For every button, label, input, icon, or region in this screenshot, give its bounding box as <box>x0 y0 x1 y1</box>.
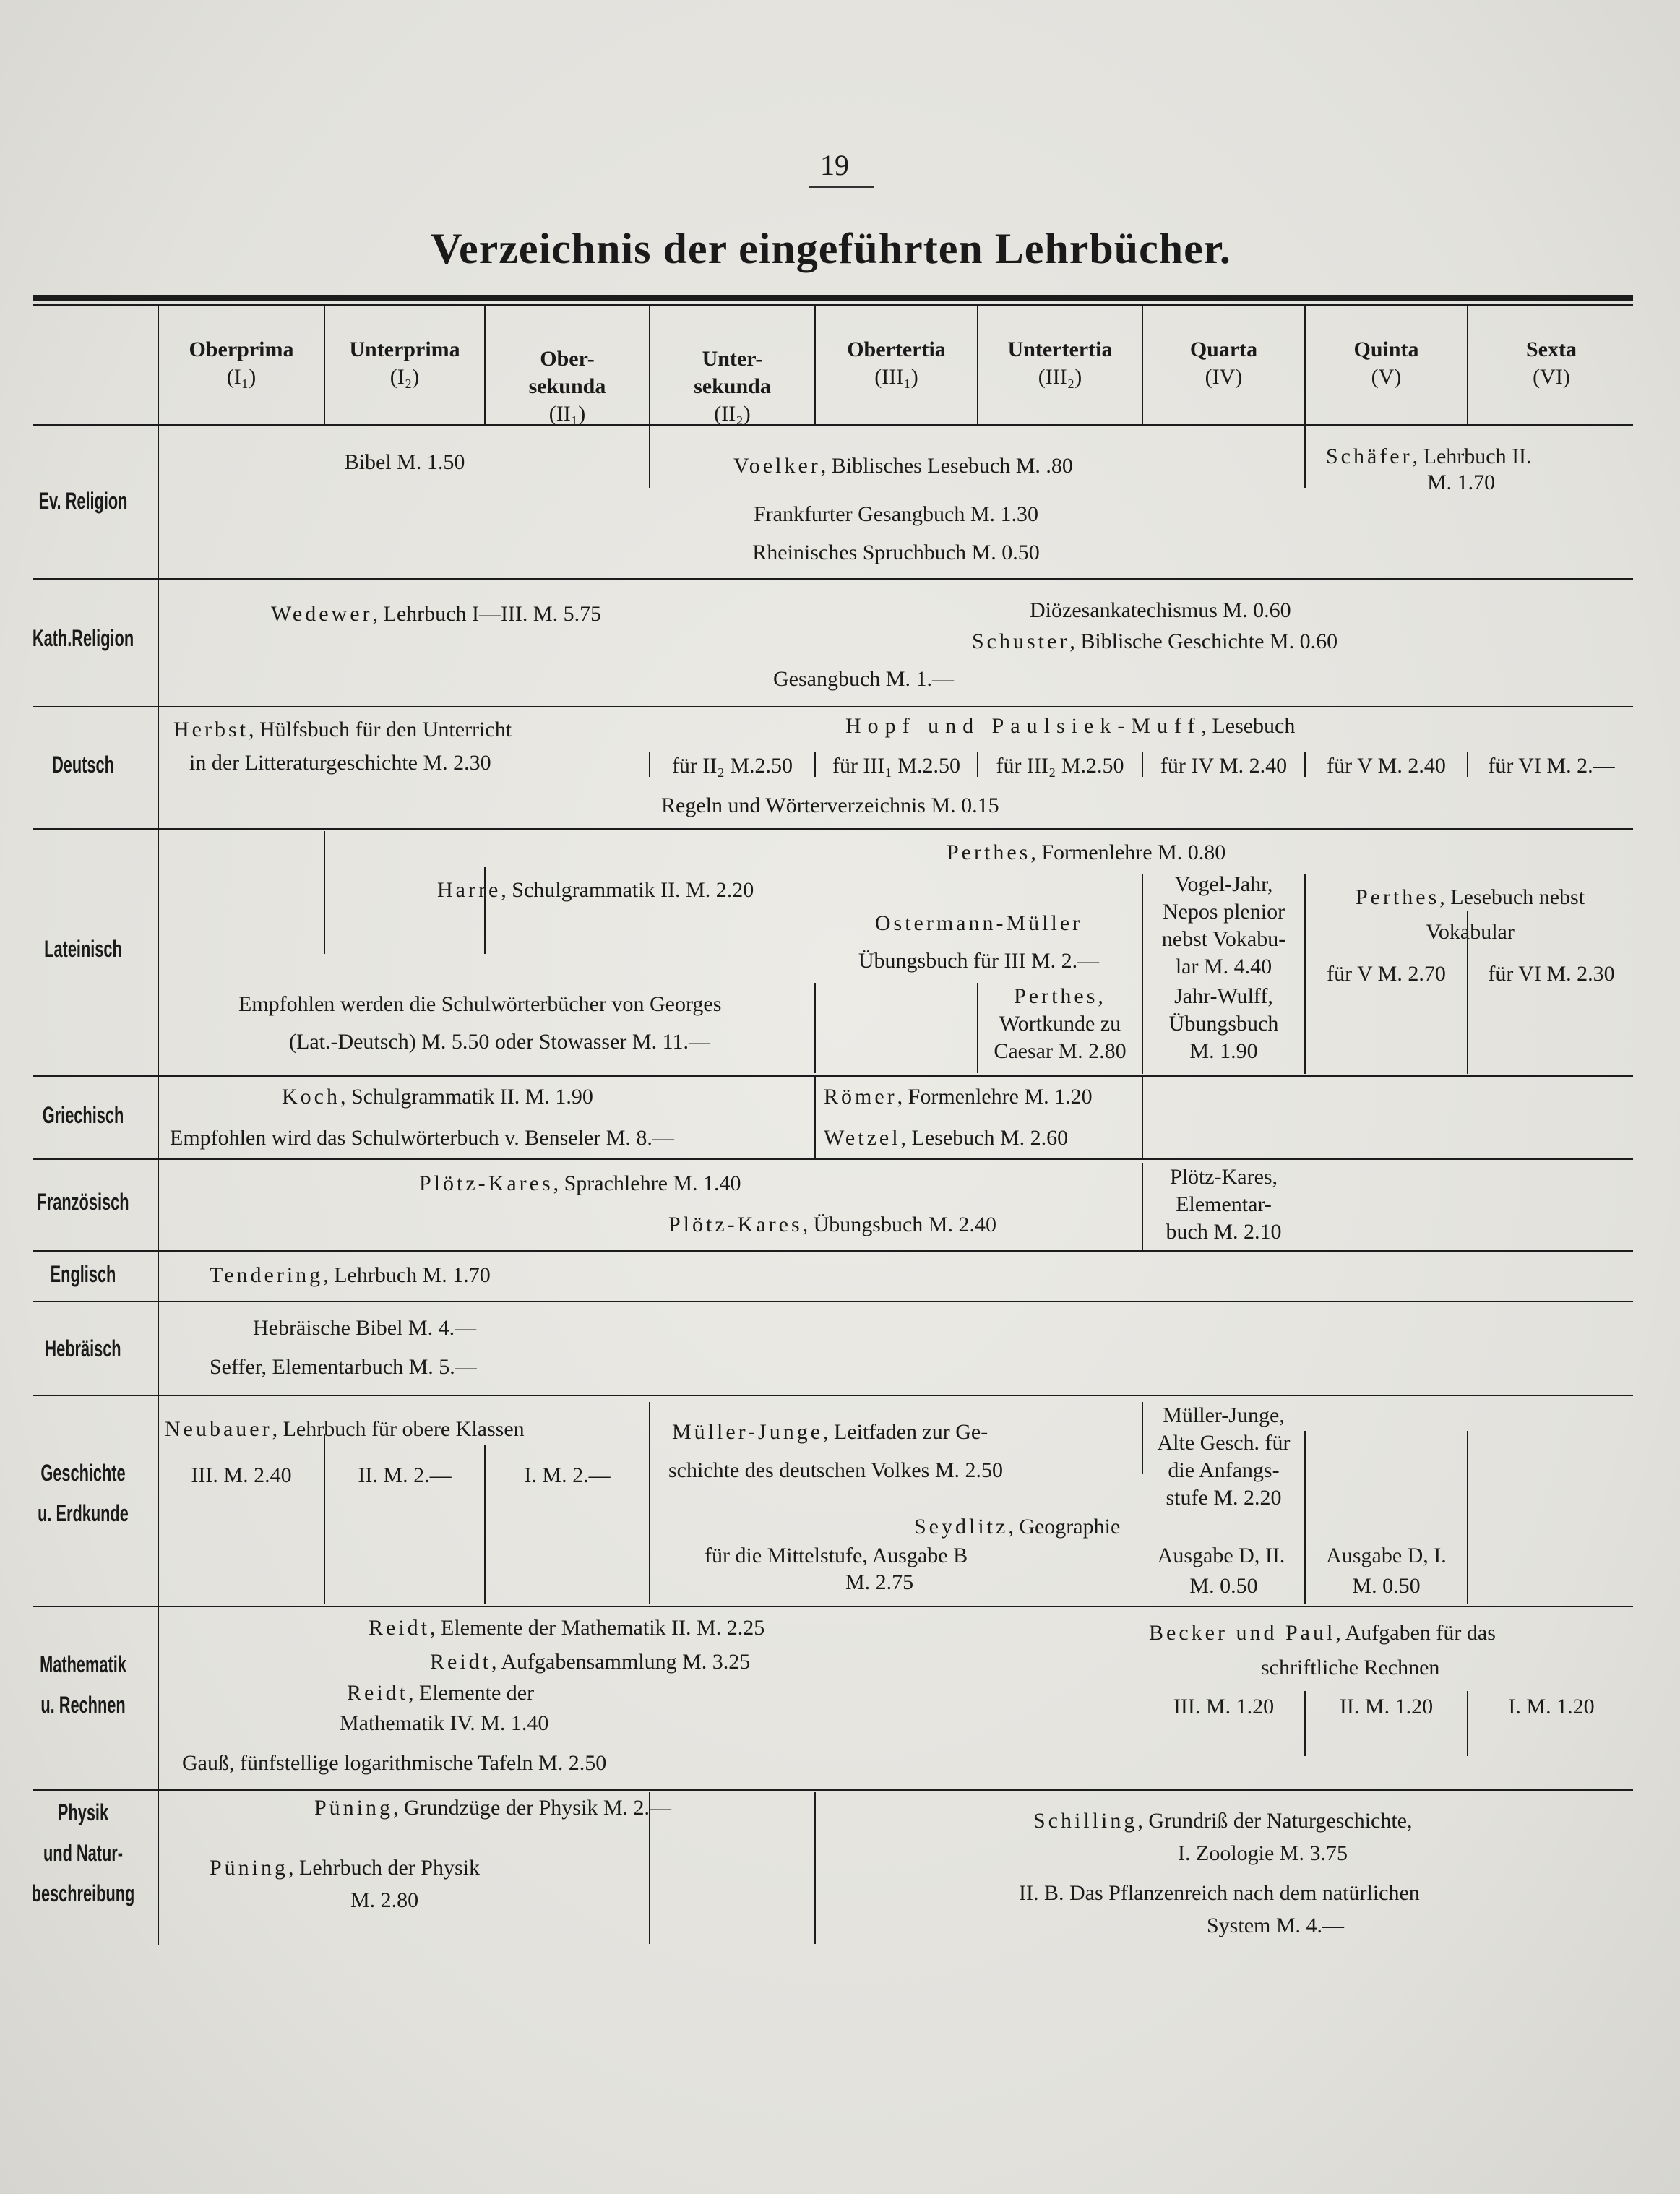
math-price-v: II. M. 1.20 <box>1339 1695 1434 1718</box>
row-rule-engl <box>33 1301 1633 1302</box>
deutsch-hopf: Hopf und Paulsiek-Muff, Lesebuch <box>845 714 1296 738</box>
phys-zoologie: I. Zoologie M. 3.75 <box>1178 1841 1348 1865</box>
deutsch-regeln: Regeln und Wörterverzeichnis M. 0.15 <box>661 793 999 817</box>
gesch-mittelstufe-price: M. 2.75 <box>845 1570 914 1594</box>
gesch-mueller-junge: Müller-Junge, Leitfaden zur Ge- <box>672 1420 988 1444</box>
math-gauss: Gauß, fünfstellige logarithmische Tafeln M. 2.50 <box>182 1751 607 1775</box>
math-price-vi: I. M. 1.20 <box>1508 1695 1595 1718</box>
col-header-quinta: Quinta (V) <box>1353 337 1419 389</box>
math-becker-paul-2: schriftliche Rechnen <box>1261 1656 1440 1679</box>
math-reidt-elemente-iv: Reidt, Elemente der <box>347 1681 535 1705</box>
latein-perthes-lesebuch-2: Vokabular <box>1426 920 1515 944</box>
gesch-price-i1: III. M. 2.40 <box>191 1463 292 1487</box>
math-price-iv: III. M. 1.20 <box>1173 1695 1275 1718</box>
kath-gesangbuch: Gesangbuch M. 1.— <box>773 667 954 691</box>
phys-puening-lehrbuch-price: M. 2.80 <box>350 1888 419 1912</box>
griech-wetzel: Wetzel, Lesebuch M. 2.60 <box>824 1126 1069 1150</box>
page-number: 19 <box>820 149 849 181</box>
latein-jahr-wulff: Jahr-Wulff, Übungsbuch M. 1.90 <box>1168 984 1279 1063</box>
row-rule-latein <box>33 1075 1633 1077</box>
deutsch-price-vi: für VI M. 2.— <box>1488 754 1615 778</box>
subject-griechisch: Griechisch <box>42 1102 124 1128</box>
latein-quinta-price: für V M. 2.70 <box>1327 962 1446 986</box>
subject-englisch: Englisch <box>50 1261 116 1287</box>
table-top-rule-2 <box>33 304 1633 306</box>
deutsch-price-ii2: für II₂ M.2.50 <box>671 754 793 778</box>
latein-wortkunde: Perthes, Wortkunde zu Caesar M. 2.80 <box>994 984 1127 1063</box>
latein-perthes-lesebuch: Perthes, Lesebuch nebst <box>1355 885 1585 909</box>
subject-ev-religion: Ev. Religion <box>38 488 128 514</box>
gesch-ausgabe-d2-price: M. 0.50 <box>1189 1574 1258 1598</box>
phys-schilling: Schilling, Grundriß der Naturgeschichte, <box>1033 1809 1413 1833</box>
gesch-mueller-junge-2: schichte des deutschen Volkes M. 2.50 <box>668 1458 1003 1482</box>
deutsch-price-v: für V M. 2.40 <box>1327 754 1446 778</box>
griech-roemer: Römer, Formenlehre M. 1.20 <box>824 1085 1093 1109</box>
subject-geschichte: Geschichte u. Erdkunde <box>38 1460 129 1526</box>
gesch-price-i2: II. M. 2.— <box>358 1463 452 1487</box>
subject-physik: Physik und Natur- beschreibung <box>31 1799 135 1906</box>
subject-mathematik: Mathematik u. Rechnen <box>40 1651 126 1718</box>
ev-schaefer: Schäfer, Lehrbuch II. <box>1326 444 1532 468</box>
col-header-obertertia: Obertertia (III₁) <box>847 337 946 389</box>
row-rule-franz <box>33 1250 1633 1252</box>
col-header-obersekunda: Ober- sekunda (II₁) <box>528 347 606 426</box>
franz-sprachlehre: Plötz-Kares, Sprachlehre M. 1.40 <box>419 1171 741 1195</box>
phys-system: System M. 4.— <box>1207 1914 1345 1937</box>
gesch-price-ii1: I. M. 2.— <box>524 1463 611 1487</box>
col-header-untertertia: Untertertia (III₂) <box>1007 337 1113 389</box>
gesch-alte-geschichte: Müller-Junge, Alte Gesch. für die Anfangs- stufe M. 2.20 <box>1157 1403 1291 1510</box>
kath-wedewer: Wedewer, Lehrbuch I—III. M. 5.75 <box>271 602 602 626</box>
row-rule-math <box>33 1789 1633 1791</box>
griech-koch: Koch, Schulgrammatik II. M. 1.90 <box>282 1085 593 1109</box>
latein-ostermann: Ostermann-Müller <box>874 911 1083 935</box>
subject-hebraeisch: Hebräisch <box>45 1335 121 1361</box>
math-becker-paul: Becker und Paul, Aufgaben für das <box>1149 1621 1496 1645</box>
gesch-ausgabe-d1: Ausgabe D, I. <box>1326 1544 1447 1567</box>
franz-elementarbuch: Plötz-Kares, Elementar- buch M. 2.10 <box>1166 1165 1282 1244</box>
ev-spruchbuch: Rheinisches Spruchbuch M. 0.50 <box>752 541 1040 564</box>
subject-franzoesisch: Französisch <box>37 1189 129 1215</box>
hebr-seffer: Seffer, Elementarbuch M. 5.— <box>210 1355 477 1379</box>
latein-empfohlen: Empfohlen werden die Schulwörterbücher von Georges <box>238 992 722 1016</box>
col-header-quarta: Quarta (IV) <box>1189 337 1258 389</box>
page-title: Verzeichnis der eingeführten Lehrbücher. <box>431 225 1231 272</box>
math-reidt-aufgaben: Reidt, Aufgabensammlung M. 3.25 <box>430 1650 751 1674</box>
latein-perthes: Perthes, Formenlehre M. 0.80 <box>947 840 1226 864</box>
latein-ostermann-2: Übungsbuch für III M. 2.— <box>858 949 1100 973</box>
gesch-ausgabe-d1-price: M. 0.50 <box>1352 1574 1421 1598</box>
gesch-ausgabe-d2: Ausgabe D, II. <box>1157 1544 1285 1567</box>
col-header-sexta: Sexta (VI) <box>1526 337 1577 389</box>
row-rule-gesch <box>33 1606 1633 1607</box>
subject-lateinisch: Lateinisch <box>44 936 122 962</box>
phys-puening-grundzuege: Püning, Grundzüge der Physik M. 2.— <box>314 1796 671 1820</box>
deutsch-herbst-2: in der Litteraturgeschichte M. 2.30 <box>189 751 491 775</box>
latein-vogel: Vogel-Jahr, Nepos plenior nebst Vokabu- lar M. 4.40 <box>1161 872 1286 978</box>
row-rule-kath <box>33 706 1633 707</box>
header-bottom-rule <box>33 424 1633 426</box>
ev-gesangbuch: Frankfurter Gesangbuch M. 1.30 <box>753 502 1039 526</box>
franz-uebungsbuch: Plötz-Kares, Übungsbuch M. 2.40 <box>668 1213 996 1236</box>
col-header-unterprima: Unterprima (I₂) <box>349 337 460 389</box>
subject-kath-religion: Kath.Religion <box>32 625 134 651</box>
math-reidt-elemente-iv-2: Mathematik IV. M. 1.40 <box>340 1711 549 1735</box>
deutsch-price-iii1: für III₁ M.2.50 <box>832 754 961 778</box>
gesch-seydlitz: Seydlitz, Geographie <box>914 1515 1121 1539</box>
kath-katechismus: Diözesankatechismus M. 0.60 <box>1030 598 1291 622</box>
row-rule-hebr <box>33 1395 1633 1396</box>
col-header-oberprima: Oberprima (I₁) <box>189 337 294 389</box>
ev-voelker: Voelker, Biblisches Lesebuch M. .80 <box>733 454 1073 478</box>
table-top-rule <box>33 295 1633 301</box>
hebr-bibel: Hebräische Bibel M. 4.— <box>253 1316 477 1340</box>
latein-sexta-price: für VI M. 2.30 <box>1488 962 1615 986</box>
deutsch-herbst: Herbst, Hülfsbuch für den Unterricht <box>173 718 512 741</box>
row-rule-griech <box>33 1158 1633 1160</box>
gesch-neubauer: Neubauer, Lehrbuch für obere Klassen <box>165 1417 525 1441</box>
griech-empfohlen: Empfohlen wird das Schulwörterbuch v. Benseler M. 8.— <box>170 1126 674 1150</box>
latein-empfohlen-2: (Lat.-Deutsch) M. 5.50 oder Stowasser M. 11.— <box>289 1030 710 1054</box>
kath-schuster: Schuster, Biblische Geschichte M. 0.60 <box>972 629 1338 653</box>
phys-puening-lehrbuch: Püning, Lehrbuch der Physik <box>210 1856 480 1880</box>
gesch-mittelstufe: für die Mittelstufe, Ausgabe B <box>705 1544 968 1567</box>
math-reidt-elemente: Reidt, Elemente der Mathematik II. M. 2.25 <box>369 1616 765 1640</box>
subject-deutsch: Deutsch <box>52 752 114 778</box>
deutsch-price-iv: für IV M. 2.40 <box>1160 754 1288 778</box>
row-rule-ev <box>33 578 1633 580</box>
col-header-untersekunda: Unter- sekunda (II₂) <box>694 347 771 426</box>
deutsch-price-iii2: für III₂ M.2.50 <box>996 754 1124 778</box>
row-rule-deutsch <box>33 828 1633 830</box>
engl-tendering: Tendering, Lehrbuch M. 1.70 <box>210 1263 491 1287</box>
latein-harre: Harre, Schulgrammatik II. M. 2.20 <box>437 878 754 902</box>
page-number-rule <box>809 186 874 188</box>
ev-schaefer-price: M. 1.70 <box>1427 470 1496 494</box>
ev-bibel: Bibel M. 1.50 <box>344 450 465 474</box>
phys-pflanzenreich: II. B. Das Pflanzenreich nach dem natürlichen <box>1019 1881 1420 1905</box>
subject-column-rule <box>158 304 159 1945</box>
